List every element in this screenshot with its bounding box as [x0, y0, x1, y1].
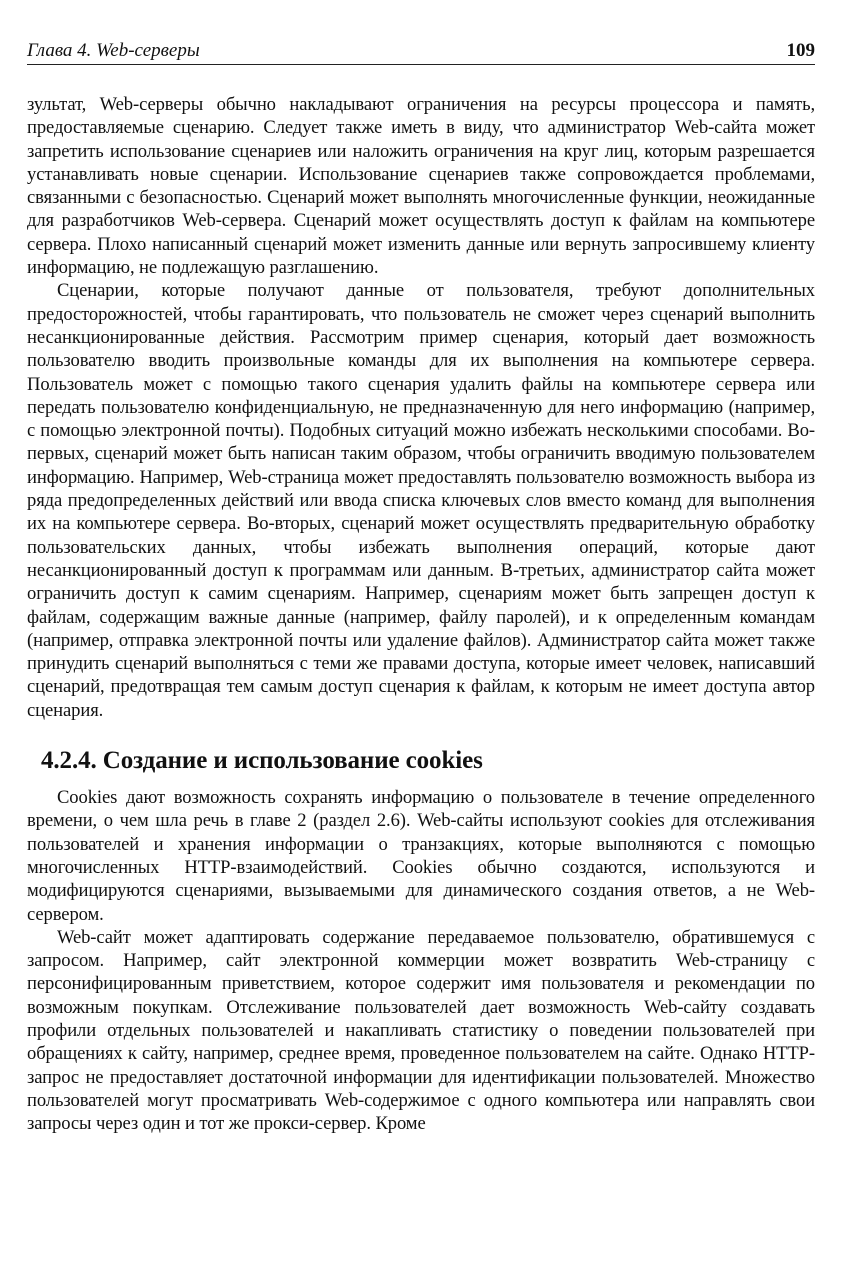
- paragraph: Сценарии, которые получают данные от пользователя, требуют дополнительных предосторожностей, чтобы гарантировать, что пользователь не сможет через сценарий выполнить несанкционированные действия. Рассмотрим пример сценария, который дает возможность пользователю вводить произвольные команды для их выполнения на компьютере сервера. Пользователь может с помощью такого сценария удалить файлы на компьютере сервера или передать пользователю конфиденциальную, не предназначенную для него информацию (например, с помощью электронной почты). Подобных ситуаций можно избежать несколькими способами. Во-первых, сценарий может быть написан таким образом, чтобы ограничить вводимую пользователем информацию. Например, Web-страница может предоставлять пользователю возможность выбора из ряда предопределенных действий или ввода списка ключевых слов вместо команд для выполнения их на компьютере сервера. Во-вторых, сценарий может осуществлять предварительную обработку пользовательских данных, чтобы избежать выполнения операций, которые дают несанкционированный доступ к программам или данным. В-третьих, администратор сайта может ограничить доступ к самим сценариям. Например, сценариям может быть запрещен доступ к файлам, содержащим важные данные (например, файлу паролей), и к определенным командам (например, отправка электронной почты или удаление файлов). Администратор сайта может также принудить сценарий выполняться с теми же правами доступа, которые имеет человек, написавший сценарий, предотвращая тем самым доступ сценария к файлам, к которым не имеет доступа автор сценария.: [27, 280, 815, 721]
- section-heading: 4.2.4. Создание и использование cookies: [41, 747, 483, 775]
- paragraph: зультат, Web-серверы обычно накладывают ограничения на ресурсы процессора и память, предоставляемые сценарию. Следует также иметь в виду, что администратор Web-сайта может запретить использование сценариев или наложить ограничения на круг лиц, которым разрешается устанавливать новые сценарии. Использование сценариев также сопровождается проблемами, связанными с безопасностью. Сценарий может выполнять многочисленные функции, неожиданные для разработчиков Web-сервера. Сценарий может осуществлять доступ к файлам на компьютере сервера. Плохо написанный сценарий может изменить данные или вернуть запросившему клиенту информацию, не подлежащую разглашению.: [27, 94, 815, 279]
- book-page: [27, 40, 815, 1135]
- running-header: [27, 40, 815, 65]
- page-number: 109: [786, 40, 815, 61]
- body-text: [27, 93, 815, 1135]
- paragraph: Web-сайт может адаптировать содержание передаваемое пользователю, обратившемуся с запросом. Например, сайт электронной коммерции может возвратить Web-страницу с персонифицированным приветствием, которое содержит имя пользователя и рекомендации по возможным покупкам. Отслеживание пользователей дает возможность Web-сайту создавать профили отдельных пользователей и накапливать статистику о поведении пользователей при обращениях к сайту, например, среднее время, проведенное пользователем на сайте. Однако HTTP-запрос не предоставляет достаточной информации для идентификации пользователей. Множество пользователей могут просматривать Web-содержимое с одного компьютера или направлять свои запросы через один и тот же прокси-сервер. Кроме: [27, 926, 815, 1135]
- chapter-title: Глава 4. Web-серверы: [27, 40, 200, 61]
- paragraph: Cookies дают возможность сохранять информацию о пользователе в течение определенного времени, о чем шла речь в главе 2 (раздел 2.6). Web-сайты используют cookies для отслеживания пользователей и хранения информации о транзакциях, которые выполняются с помощью многочисленных HTTP-взаимодействий. Cookies обычно создаются, используются и модифицируются сценариями, вызываемыми для динамического создания ответов, а не Web-сервером.: [27, 787, 815, 925]
